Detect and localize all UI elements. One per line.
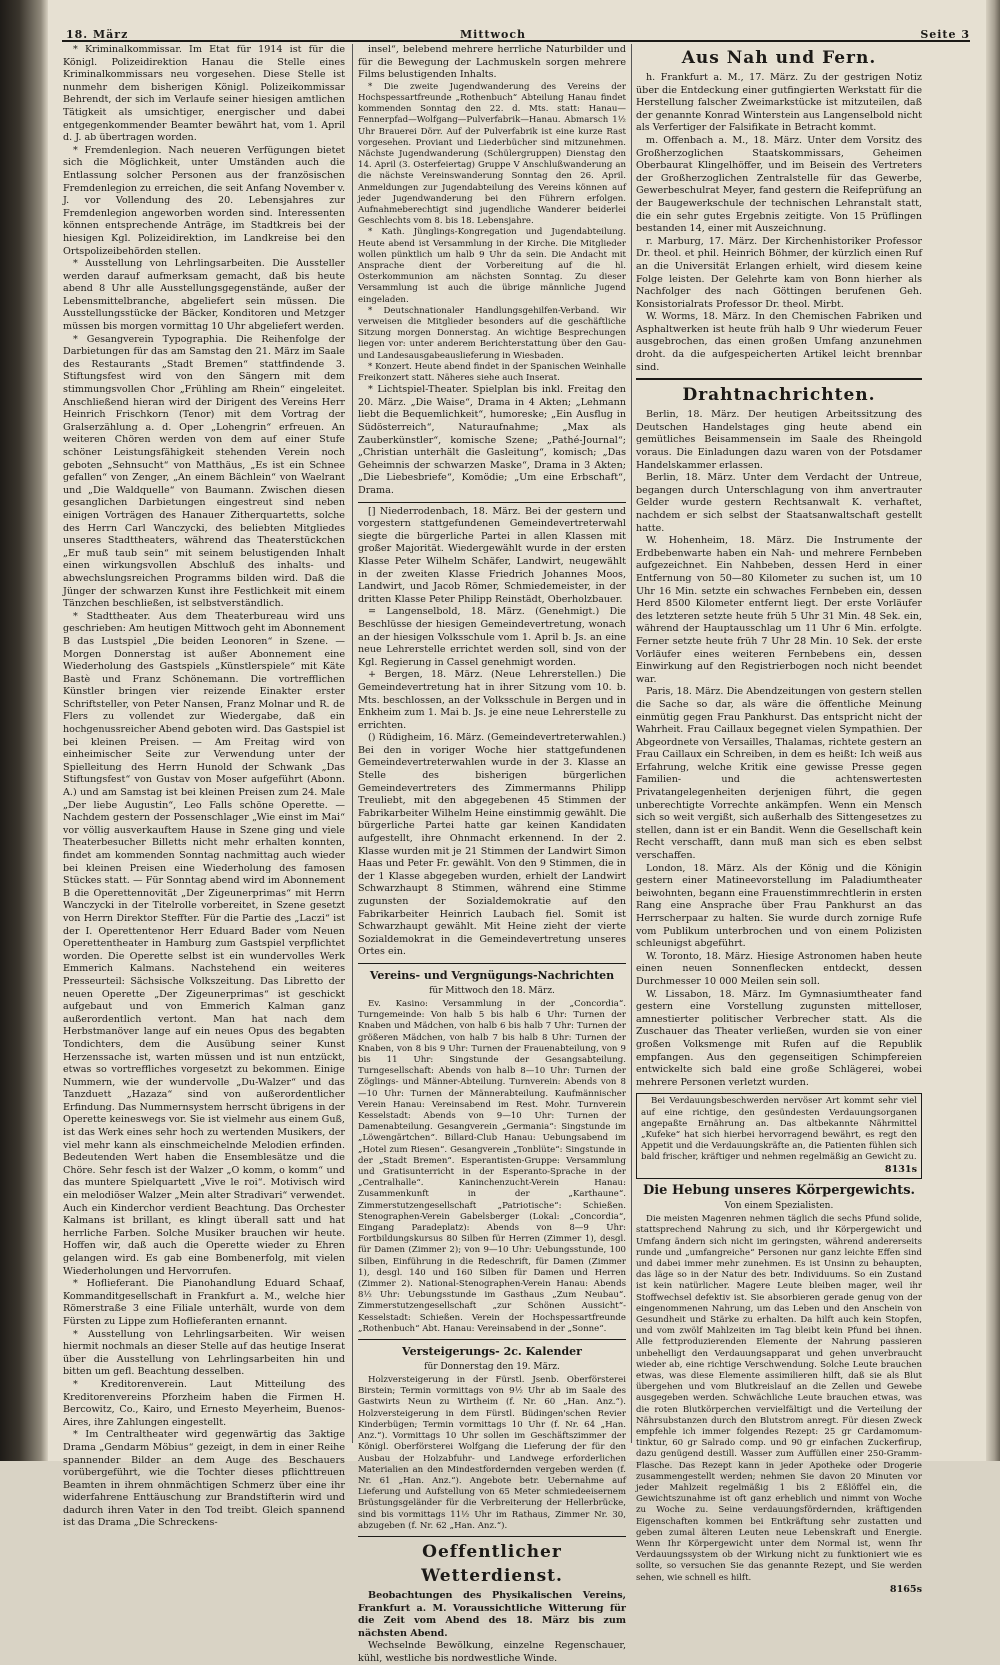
article-lichtspiel: * Lichtspiel-Theater. Spielplan bis inkl. Freitag den 20. März. „Die Waise“, Drama in 4 Akten; „Lehmann liebt die Bequemlichkeit“, humoreske; „Ein Ausflug in Südösterreich“, Naturaufnahme; „Max als Zauberkünstler“, komische Szene; „Pathé-Journal“; „Christian unterhält die Gasleitung“, komisch; „Das Geheimnis der schwarzen Maske“, Drama in 3 Akten; „Die Liebesbriefe“, Komödie; „Um eine Erbschaft“, Drama. [358,384,626,497]
scan-edge-right [986,0,1000,1461]
article-konzert: * Konzert. Heute abend findet in der Spanischen Weinhalle Freikonzert statt. Näheres siehe auch Inserat. [358,361,626,384]
section-title-aus-nah-und-fern: Aus Nah und Fern. [681,48,877,68]
header-date: 18. März [66,28,129,41]
column-rule-2 [631,44,632,1443]
telegram-paris: Paris, 18. März. Die Abendzeitungen von gestern stellen die Sache so dar, als wäre die öffentliche Meinung einmütig gegen Frau Pankhurst. Das entspricht nicht der Wahrheit. Frau Caillaux begegnet vielen Sympathien. Der Abgeordnete von Versailles, Thalamas, richtete gestern an Frau Caillaux ein Schreiben, in dem es heißt: Ich weiß aus Erfahrung, welche Kritik eine gewisse Presse gegen Familien- und die achtenswertesten Privatangelegenheiten derjenigen führt, die gegen unberechtigte Vorrechte ankämpfen. Wenn ein Mensch sich so weit vergißt, sich außerhalb des Sittengesetzes zu stellen, dann ist er ein Bandit. Wenn die Gesellschaft kein Recht verschafft, dann muß man sich es eben selbst verschaffen. [636,686,922,862]
telegram-toronto: W. Toronto, 18. März. Hiesige Astronomen haben heute einen neuen Sonnenflecken entdeckt, dessen Durchmesser 10 000 Meilen sein soll. [636,950,922,987]
article-offenbach: m. Offenbach a. M., 18. März. Unter dem Vorsitz des Großherzoglichen Staatskommissars, Geheimen Oberbaurat Klingelhöffer, und im Beisein des Vertreters der Großherzoglichen Zentralstelle für das Gewerbe, Gewerbeschulrat Meyer, fand gestern die Reifeprüfung an der Baugewerkschule der technischen Lehranstalt statt, die ein sehr gutes Ergebnis zeitigte. Von 15 Prüflingen bestanden 14, einer mit Auszeichnung. [636,134,922,235]
section-title-versteigerung: Versteigerungs- 2c. Kalender [402,1345,582,1359]
telegram-hohenheim: W. Hohenheim, 18. März. Die Instrumente der Erdbebenwarte haben ein Nah- und mehrere Fernbeben aufgezeichnet. Ein Nahbeben, dessen Herd in einer Entfernung von 50—80 Kilometer zu suchen ist, um 10 Uhr 16 Min. setzte ein schwaches Fernbeben ein, dessen Herd 8500 Kilometer entfernt liegt. Der erste Vorläufer des letzteren setzte heute früh 5 Uhr 31 Min. 48 Sek. ein, während der Hauptausschlag um 11 Uhr 6 Min. erfolgte. Ferner setzte heute früh 7 Uhr 28 Min. 10 Sek. der erste Vorläufer eines weiteren Fernbebens ein, dessen Einwirkung auf den Registrierbogen noch nicht beendet war. [636,535,922,685]
article-kongregation: * Kath. Jünglings-Kongregation und Jugendabteilung. Heute abend ist Versammlung in der Kirche. Die Mitglieder wollen pünktlich um halb 9 Uhr da sein. Die Andacht mit Ansprache dient der Vorbereitung auf die hl. Osterkommunion am nächsten Sonntag. Zu dieser Versammlung ist auch die übrige männliche Jugend eingeladen. [358,227,626,305]
telegram-berlin-2: Berlin, 18. März. Unter dem Verdacht der Untreue, begangen durch Unterschlagung von ihm anvertrauter Gelder wurde gestern Rechtsanwalt K. verhaftet, nachdem er sich selbst der Staatsanwaltschaft gestellt hatte. [636,472,922,534]
telegram-london: London, 18. März. Als der König und die Königin gestern einer Matineevorstellung im Paladiumtheater beiwohnten, begann eine Frauenstimmrechtlerin in ersten Rang eine Ansprache über Frau Pankhurst an das Herrscherpaar zu halten. Sie wurde durch zornige Rufe vom Publikum unterbrochen und von einem Polizisten schleunigst abgeführt. [636,862,922,950]
column-telegrams [636,44,922,1595]
article-hoflieferant: * Hoflieferant. Die Pianohandlung Eduard Schaaf, Kommanditgesellschaft in Frankfurt a. M., welche hier Römerstraße 3 eine Filiale unterhält, wurde von dem Fürsten zu Lippe zum Hoflieferanten ernannt. [63,1278,345,1327]
article-niederrodenbach: [] Niederrodenbach, 18. März. Bei der gestern und vorgestern stattgefundenen Gemeindevertreterwahl siegte die bürgerliche Partei in allen Klassen mit großer Majorität. Wiedergewählt wurde in der ersten Klasse Peter Wilhelm Schäfer, Landwirt, neugewählt in der zweiten Klasse Friedrich Johannes Moos, Landwirt, und Jacob Römer, Schmiedemeister, in der dritten Klasse Peter Philipp Reinstädt, Oberholzbauer. [358,505,626,605]
article-ruedigheim: () Rüdigheim, 16. März. (Gemeindevertreterwahlen.) Bei den in voriger Woche hier stattgefundenen Gemeindevertreterwahlen wurde in der 3. Klasse an Stelle des bisherigen bürgerlichen Gemeindevertreters des Zimmermanns Philipp Treuliebt, mit den abgegebenen 45 Stimmen der Fabrikarbeiter Wilhelm Heine einstimmig gewählt. Die bürgerliche Partei hatte gar keinen Kandidaten aufgestellt, ihre Ohnmacht erkennend. In der 2. Klasse wurden mit je 21 Stimmen der Landwirt Simon Haas und Peter Fr. gewählt. Von den 9 Stimmen, die in der 1 Klasse abgegeben wurden, erhielt der Landwirt Schwarzhaupt 8 Stimmen, während eine Stimme zugunsten der Sozialdemokratie auf den Fabrikarbeiter Heinrich Laubach fiel. Somit ist Schwarzhaupt gewählt. Mit Heine zieht der vierte Sozialdemokrat in die Gemeindevertretung unseres Ortes ein. [358,732,626,958]
article-kriminalkommissar: * Kriminalkommissar. Im Etat für 1914 ist für die Königl. Polizeidirektion Hanau die Stelle eines Kriminalkommissars neu vorgesehen. Diese Stelle ist nunmehr dem bisherigen Königl. Polizeikommissar Behrendt, der sich im Verlaufe seiner hiesigen amtlichen Tätigkeit als umsichtiger, energischer und dabei entgegenkommender Beamter bewährt hat, vom 1. April d. J. ab übertragen worden. [63,44,345,144]
article-code: 8165s [889,1583,922,1595]
article-stadttheater: * Stadttheater. Aus dem Theaterbureau wird uns geschrieben: Am heutigen Mittwoch geht im Abonnement B das Lustspiel „Die beiden Leonoren“ in Szene. — Morgen Donnerstag ist außer Abonnement eine Wiederholung des Gastspiels „Künstlerspiele“ mit Käte Bastè und Franz Schönemann. Die vortrefflichen Künstler bringen vier reizende Einakter erster Schriftsteller, von Peter Nansen, Franz Molnar und R. de Flers zu vollendet zur Wiedergabe, daß ein hochgenussreicher Abend geboten wird. Das Gastspiel ist bei kleinen Preisen. — Am Freitag wird von einheimischer Seite zur Verwendung unter der Spielleitung des Herrn Hunold der Schwank „Das Stiftungsfest“ von Gustav von Moser aufgeführt (Abonn. A.) und am Samstag ist bei kleinen Preisen zum 24. Male „Der liebe Augustin“, Leo Falls schöne Operette. — Nachdem gestern der Possenschlager „Wie einst im Mai“ vor völlig ausverkauftem Hause in Szene ging und viele Theaterbesucher Billetts nicht mehr erhalten konnten, findet am kommenden Sonntag nachmittag auch wieder bei kleinen Preisen eine Wiederholung des famosen Stückes statt. — Für Sonntag abend wird im Abonnement B die Operettennovität „Der Zigeunerprimas“ mit Herrn Wanczycki in der Titelrolle vorbereitet, in Szene gesetzt von Herrn Direktor Steffter. Für die Partie des „Laczi“ ist der I. Operettentenor Herr Eduard Bader vom Neuen Operettentheater in Hamburg zum Gastspiel verpflichtet worden. Die Operette selbst ist ein wundervolles Werk Emmerich Kalmans. Nachstehend ein weiteres Presseurteil: Sächsische Volkszeitung. Das Libretto der neuen Operette „Der Zigeunerprimas“ ist geschickt aufgebaut und von Emmerich Kalman ganz außerordentlich vertont. Man hat nach dem Herbstmanöver lange auf ein neues Opus des begabten Tondichters, dem die Ausübung seiner Kunst Herzenssache ist, warten müssen und ist nun entzückt, etwas so vortreffliches vorgesetzt zu bekommen. Einige Nummern, wie der wundervolle „Du-Walzer“ und das Tanzduett „Hazaza“ sind von außerordentlicher Erfindung. Das Nummernsystem herrscht übrigens in der Operette keineswegs vor. Sie ist vielmehr aus einem Guß, ist das Werk eines sehr hoch zu wertenden Musikers, der viel mehr kann als einschmeichelnde Melodien erfinden. Bedeutenden Wert haben die Ensemblesätze und die Chöre. Sehr fesch ist der Walzer „O komm, o komm“ und das muntere Spielquartett „Vive le roi“. Motivisch wird ein melodiöser Walzer „Mein alter Stradivari“ verwendet. Auch ein Kinderchor verdient Beachtung. Das Orchester Kalmans ist brillant, es klingt überall satt und hat herrliche Farben. Solche Musiker brauchen wir heute. Hoffen wir, daß auch die Operette wieder zu Ehren gelangen wird. Es gab eine Bombenerfolg, mit vielen Wiederholungen und Hervorrufen. [63,610,345,1277]
header-rule [62,40,970,42]
divider [358,963,626,964]
divider [358,502,626,503]
versteigerung-list: Holzversteigerung in der Fürstl. Jsenb. Oberförsterei Birstein; Termin vormittags von 9½ Uhr ab im Saale des Gastwirts Neun zu Wirtheim (f. Nr. 60 „Han. Anz.“). Holzversteigerung in dem Fürstl. Büdingen'schen Revier Kinderbügen; Termin vormittags 10 Uhr (f. Nr. 64 „Han. Anz.“). Vormittags 10 Uhr sollen im Geschäftszimmer der Königl. Oberförsterei Wolfgang die Lieferung der für den Ausbau der Holzabfuhr- und Landwege erforderlichen Materialien an den Mindestfordernden vergeben werden (f. Nr. 61 „Han. Anz.“). Angebote betr. Uebernahme auf Lieferung und Aufstellung von 65 Meter schmiedeeisernem Brüstungsgeländer für die Verbreiterung der Hellerbrücke, sind bis vormittags 11½ Uhr im Rathaus, Zimmer Nr. 30, abzugeben (f. Nr. 62 „Han. Anz.“). [358,1375,626,1531]
section-subtitle-versteigerung: für Donnerstag den 19. März. [424,1362,560,1373]
article-worms: W. Worms, 18. März. In den Chemischen Fabriken und Asphaltwerken ist heute früh halb 9 Uhr wiederum Feuer ausgebrochen, das einen großen Umfang anzunehmen droht. da die aufgespeicherten Artikel leicht brennbar sind. [636,311,922,373]
article-schreckensinsel: insel“, belebend mehrere herrliche Naturbilder und für die Bewegung der Lachmuskeln sorgen mehrere Films belustigenden Inhalts. [358,44,626,81]
vereinsnachrichten-list: Ev. Kasino: Versammlung in der „Concordia“. Turngemeinde: Von halb 5 bis halb 6 Uhr: Turnen der Knaben und Mädchen, von halb 6 bis halb 7 Uhr: Turnen der größeren Mädchen, von halb 7 bis halb 8 Uhr: Turnen der Knaben, von 8 bis 9 Uhr: Turnen der Frauenabteilung, von 9 bis 11 Uhr: Singstunde der Gesangsabteilung. Turngesellschaft: Abends von halb 8—10 Uhr: Turnen der Zöglings- und Männer-Abteilung. Turnverein: Abends von 8—10 Uhr: Turnen der Männerabteilung. Kaufmännischer Verein Hanau: Vereinsabend im Rest. Mohr. Turnverein Kesselstadt: Abends von 9—10 Uhr: Turnen der Damenabteilung. Gesangverein „Germania“: Singstunde im „Löwengärtchen“. Billard-Club Hanau: Uebungsabend im „Hotel zum Riesen“. Gesangverein „Tonblüte“: Singstunde in der „Stadt Bremen“. Esperantisten-Gruppe: Versammlung und Gratisunterricht in der Esperanto-Sprache in der „Centralhalle“. Kaninchenzucht-Verein Hanau: Zusammenkunft in der „Karthaune“. Zimmerstutzengesellschaft „Patriotische“: Schießen. Stenographen-Verein Gabelsberger (Lokal: „Concordia“, Eingang Paradeplatz): Abends von 8—9 Uhr: Fortbildungskursus 80 Silben für Herren (Zimmer 1), desgl. für Damen (Zimmer 2); von 9—10 Uhr: Uebungsstunde, 100 Silben, Einführung in die Redeschrift, für Damen (Zimmer 1), desgl. 140 und 160 Silben für Damen und Herren (Zimmer 2). National-Stenographen-Verein Hanau: Abends 8½ Uhr: Uebungsstunde im Gasthaus „Zum Neubau“. Zimmerstutzengesellschaft „zur Schönen Aussicht“-Kesselstadt: Schießen. Verein der Hochspessartfreunde „Rothenbuch“ Abt. Hanau: Vereinsabend in der „Sonne“. [358,998,626,1334]
section-title-vereinsnachrichten: Vereins- und Vergnügungs-Nachrichten [369,968,615,982]
section-title-drahtnachrichten: Drahtnachrichten. [682,385,876,406]
wetterdienst-forecast: Wechselnde Bewölkung, einzelne Regenschauer, kühl, westliche bis nordwestliche Winde. [358,1640,626,1664]
column-local-news [63,44,345,1529]
telegram-lissabon: W. Lissabon, 18. März. Im Gymnasiumtheater fand gestern eine Vorstellung zugunsten mittelloser, amnestierter politischer Verbrecher statt. Als die Zuschauer das Theater verließen, wurden sie von einer großen Volksmenge mit Rufen auf die Republik empfangen. Aus den gegenseitigen Schimpfereien entwickelte sich bald eine große Schlägerei, wobei mehrere Personen verletzt wurden. [636,988,922,1088]
article-marburg: r. Marburg, 17. März. Der Kirchenhistoriker Professor Dr. theol. et phil. Heinrich Böhmer, der kürzlich einen Ruf an die Universität Erlangen erhielt, wird diesem keine Folge leisten. Der Gelehrte kam von Bonn hierher als Nachfolger des nach Göttingen berufenen Geh. Konsistorialrats Professor Dr. theol. Mirbt. [636,235,922,310]
scan-edge-left [0,0,48,1461]
advertisement-text: Bei Verdauungsbeschwerden nervöser Art kommt sehr viel auf eine richtige, den gesündesten Verdauungsorganen angepaßte Ernährung an. Das altbekannte Nährmittel „Kufeke“ hat sich hierbei hervorragend bewährt, es regt den Appetit und die Verdauungskräfte an, die Patienten fühlen sich bald frischer, kräftiger und nehmen regelmäßig an Gewicht zu. [641,1096,917,1163]
article-fremdenlegion: * Fremdenlegion. Nach neueren Verfügungen bietet sich die Möglichkeit, unter Umständen auch die Entlassung solcher Personen aus der französischen Fremdenlegion zu erreichen, die seit Anfang November v. J. vor Vollendung des 20. Lebensjahres zur Fremdenlegion angeworben worden sind. Interessenten können entsprechende Anträge, im Stadtkreis bei der hiesigen Kgl. Polizeidirektion, im Landkreise bei den Ortspolizeibehörden stellen. [63,144,345,257]
article-lehrlingsarbeiten-2: * Ausstellung von Lehrlingsarbeiten. Wir weisen hiermit nochmals an dieser Stelle auf das heutige Inserat über die Ausstellung von Lehrlingsarbeiten hin und bitten um gefl. Beachtung desselben. [63,1328,345,1378]
article-koerpergewicht: Die meisten Magenren nehmen täglich die sechs Pfund solide, stattsprechend Nahrung zu sich, und ihr Körpergewicht und Umfang ändern sich nicht im geringsten, während andererseits runde und „umfangreiche“ Personen nur ganz leichte Effen sind und dabei immer mehr zunehmen. Es ist Unsinn zu behaupten, das läge so in der Natur des betr. Individuums. So ein Zustand ist kein natürlicher. Magere Leute bleiben mager, weil ihr Stoffwechsel defektiv ist. Sie absorbieren gerade genug von der eingenommenen Nahrung, um das Leben und den Anschein von Gesundheit und Stärke zu erhalten. Da hilft auch kein Stopfen, und vom zwölf Mahlzeiten im Tag bleibt kein Pfund bei ihnen. Alle fettproduzierenden Elemente der Nahrung passieren unbehelligt den Verdauungsapparat und gehen unverbraucht wieder ab, eine richtige Verschwendung. Solche Leute brauchen etwas, was diese Elemente assimilieren hilft, daß sie als Blut übergehen und vom Blutkreislauf an die Zellen und Gewebe ausgegeben werden. Schwächliche Leute brauchen etwas, was die roten Blutkörperchen vervielfältigt und die Verteilung der Nährsubstanzen durch den Blutstrom anregt. Für diesen Zweck empfehle ich immer folgendes Rezept: 25 gr Cardamomum-tinktur, 60 gr Salrado comp. und 90 gr einfachen Zuckerfirup, dazu genügend destill. Wasser zum Auffüllen einer 250-Gramm-Flasche. Das Rezept kann in jeder Apotheke oder Drogerie zusammengestellt werden; nehmen Sie davon 20 Minuten vor jeder Mahlzeit regelmäßig 1 bis 2 Eßlöffel ein, die Gewichtszunahme ist oft ganz erheblich und nimmt von Woche zu Woche zu. Seine verdauungsfördernden, kräftigenden Eigenschaften kommen bei Entkräftung sehr zustatten und geben zumal älteren Leuten neue Lebenskraft und Energie. Wenn Ihr Körpergewicht unter dem Normal ist, wenn Ihr Verdauungssystem ob der Wirkung nicht zu funktioniert wie es sollte, so versuchen Sie das genannte Rezept, und Sie werden sehen, wie schnell es hilft. [636,1214,922,1583]
divider [358,1536,626,1537]
section-subtitle-koerpergewicht: Von einem Spezialisten. [724,1201,834,1212]
wetterdienst-intro: Beobachtungen des Physikalischen Vereins, Frankfurt a. M. Voraussichtliche Witterung für die Zeit vom Abend des 18. März bis zum nächsten Abend. [358,1589,626,1639]
section-title-wetterdienst: Oeffentlicher Wetterdienst. [421,1541,563,1586]
article-handlungsgehilfen: * Deutschnationaler Handlungsgehilfen-Verband. Wir verweisen die Mitglieder besonders auf die geschäftliche Sitzung morgen Donnerstag. An wichtige Besprechungen liegen vor: unter anderem Berichterstattung über den Gau- und Landesausgabeauslieferung in Wiesbaden. [358,305,626,361]
article-typographia: * Gesangverein Typographia. Die Reihenfolge der Darbietungen für das am Samstag den 21. März im Saale des Restaurants „Stadt Bremen“ stattfindende 3. Stiftungsfest wird von den Sängern mit dem stimmungsvollen Chor „Frühling am Rhein“ eingeleitet. Anschließend hieran wird der Dirigent des Vereins Herr Heinrich Frischkorn (Tenor) mit dem Vortrag der Gralserzählung a. d. Oper „Lohengrin“ erfreuen. An weiteren Chören werden von dem auf einer Stufe schöner Leistungsfähigkeit stehenden Verein noch geboten „Sehnsucht“ von Matthäus, „Es ist ein Schnee gefallen“ von Zenger, „An einem Bächlein“ von Waelrant und „Die Waldquelle“ von Baumann. Zwischen diesen gesanglichen Darbietungen eingestreut sind neben einigen Vorträgen des Hanauer Zitherquartetts, solche des Herrn Carl Wanczycki, des beliebten Mitgliedes unseres Stadttheaters, während das Theaterstückchen „Er muß taub sein“ mit seinem belustigenden Inhalt einen wirkungsvollen Abschluß des inhalts- und abwechslungsreichen Programms bilden wird. Daß die Jünger der schwarzen Kunst ihre Festlichkeit mit einem Tänzchen beschließen, ist selbstverständlich. [63,333,345,610]
column-rule-1 [352,44,353,1443]
divider [358,1339,626,1340]
section-subtitle-vereinsnachrichten: für Mittwoch den 18. März. [429,985,555,996]
advertisement-code: 8131s [884,1163,917,1175]
article-lehrlingsarbeiten: * Ausstellung von Lehrlingsarbeiten. Die Aussteller werden darauf aufmerksam gemacht, daß bis heute abend 8 Uhr alle Ausstellungsgegenstände, außer der Lebensmittelbranche, abgeliefert sein müssen. Die Ausstellungsstücke der Bäcker, Konditoren und Metzger müssen bis morgen vormittag 10 Uhr abgeliefert werden. [63,258,345,333]
advertisement-kufeke [636,1093,922,1179]
article-jugendwanderung: * Die zweite Jugendwanderung des Vereins der Hochspessartfreunde „Rothenbuch“ Abteilung Hanau findet kommenden Sonntag den 22. d. Mts. statt: Hanau—Fennerpfad—Wolfgang—Pulverfabrik—Hanau. Abmarsch 1½ Uhr Brauerei Dörr. Auf der Pulverfabrik ist eine kurze Rast vorgesehen. Proviant und Liederbücher sind mitzunehmen. Nächste Jugendwanderung (Schülergruppen) Dienstag den 14. April (3. Osterfeiertag) Gruppe V Anschlußwanderung an die nächste Vereinswanderung Sonntag den 26. April. Anmeldungen zur Jugendabteilung des Vereins können auf jeder Jugendwanderung bei den Führern erfolgen. Aufnahmeberechtigt sind jugendliche Wanderer beiderlei Geschlechts vom 8. bis 18. Lebensjahre. [358,81,626,227]
header-weekday: Mittwoch [460,28,527,41]
article-centraltheater: * Im Centraltheater wird gegenwärtig das 3aktige Drama „Gendarm Möbius“ gezeigt, in dem in einer Reihe spannender Bilder an dem Auge des Beschauers vorübergeführt, wie die Tochter dieses pflichttreuen Beamten in ihrem ohnmächtigen Schmerz über eine ihr widerfahrene Enttäuschung zur Brandstifterin wird und dadurch ihren Vater in den Tod treibt. Gleich spannend ist das Drama „Die Schreckens- [63,1429,345,1529]
telegram-berlin-1: Berlin, 18. März. Der heutigen Arbeitssitzung des Deutschen Handelstages ging heute abend ein gemütliches Beisammensein im Saale des Rheingold voraus. Die Einladungen dazu waren von der Potsdamer Handelskammer erlassen. [636,409,922,471]
article-kreditorenverein: * Kreditorenverein. Laut Mitteilung des Kreditorenvereins Pforzheim haben die Firmen H. Bercowitz, Co., Kairo, und Ernesto Meyerheim, Buenos-Aires, ihre Zahlungen eingestellt. [63,1378,345,1428]
article-frankfurt: h. Frankfurt a. M., 17. März. Zu der gestrigen Notiz über die Entdeckung einer gutfingierten Werkstatt für die Herstellung falscher Zweimarkstücke ist mitzuteilen, daß der genannte Konrad Winterstein aus Langenselbold nicht als Verfertiger der Falsifikate in Betracht kommt. [636,72,922,134]
column-regional-news [358,44,626,1664]
article-bergen: + Bergen, 18. März. (Neue Lehrerstellen.) Die Gemeindevertretung hat in ihrer Sitzung vom 10. b. Mts. beschlossen, an der Volksschule in Bergen und in Enkheim zum 1. Mai b. Js. je eine neue Lehrerstelle zu errichten. [358,669,626,731]
section-title-koerpergewicht: Die Hebung unseres Körpergewichts. [642,1183,916,1199]
divider [636,378,922,380]
header-page-number: Seite 3 [920,28,970,41]
article-langenselbold: = Langenselbold, 18. März. (Genehmigt.) Die Beschlüsse der hiesigen Gemeindevertretung, wonach an der hiesigen Volksschule vom 1. April b. Js. an eine neue Lehrerstelle errichtet werden soll, sind von der Kgl. Regierung in Cassel genehmigt worden. [358,606,626,668]
